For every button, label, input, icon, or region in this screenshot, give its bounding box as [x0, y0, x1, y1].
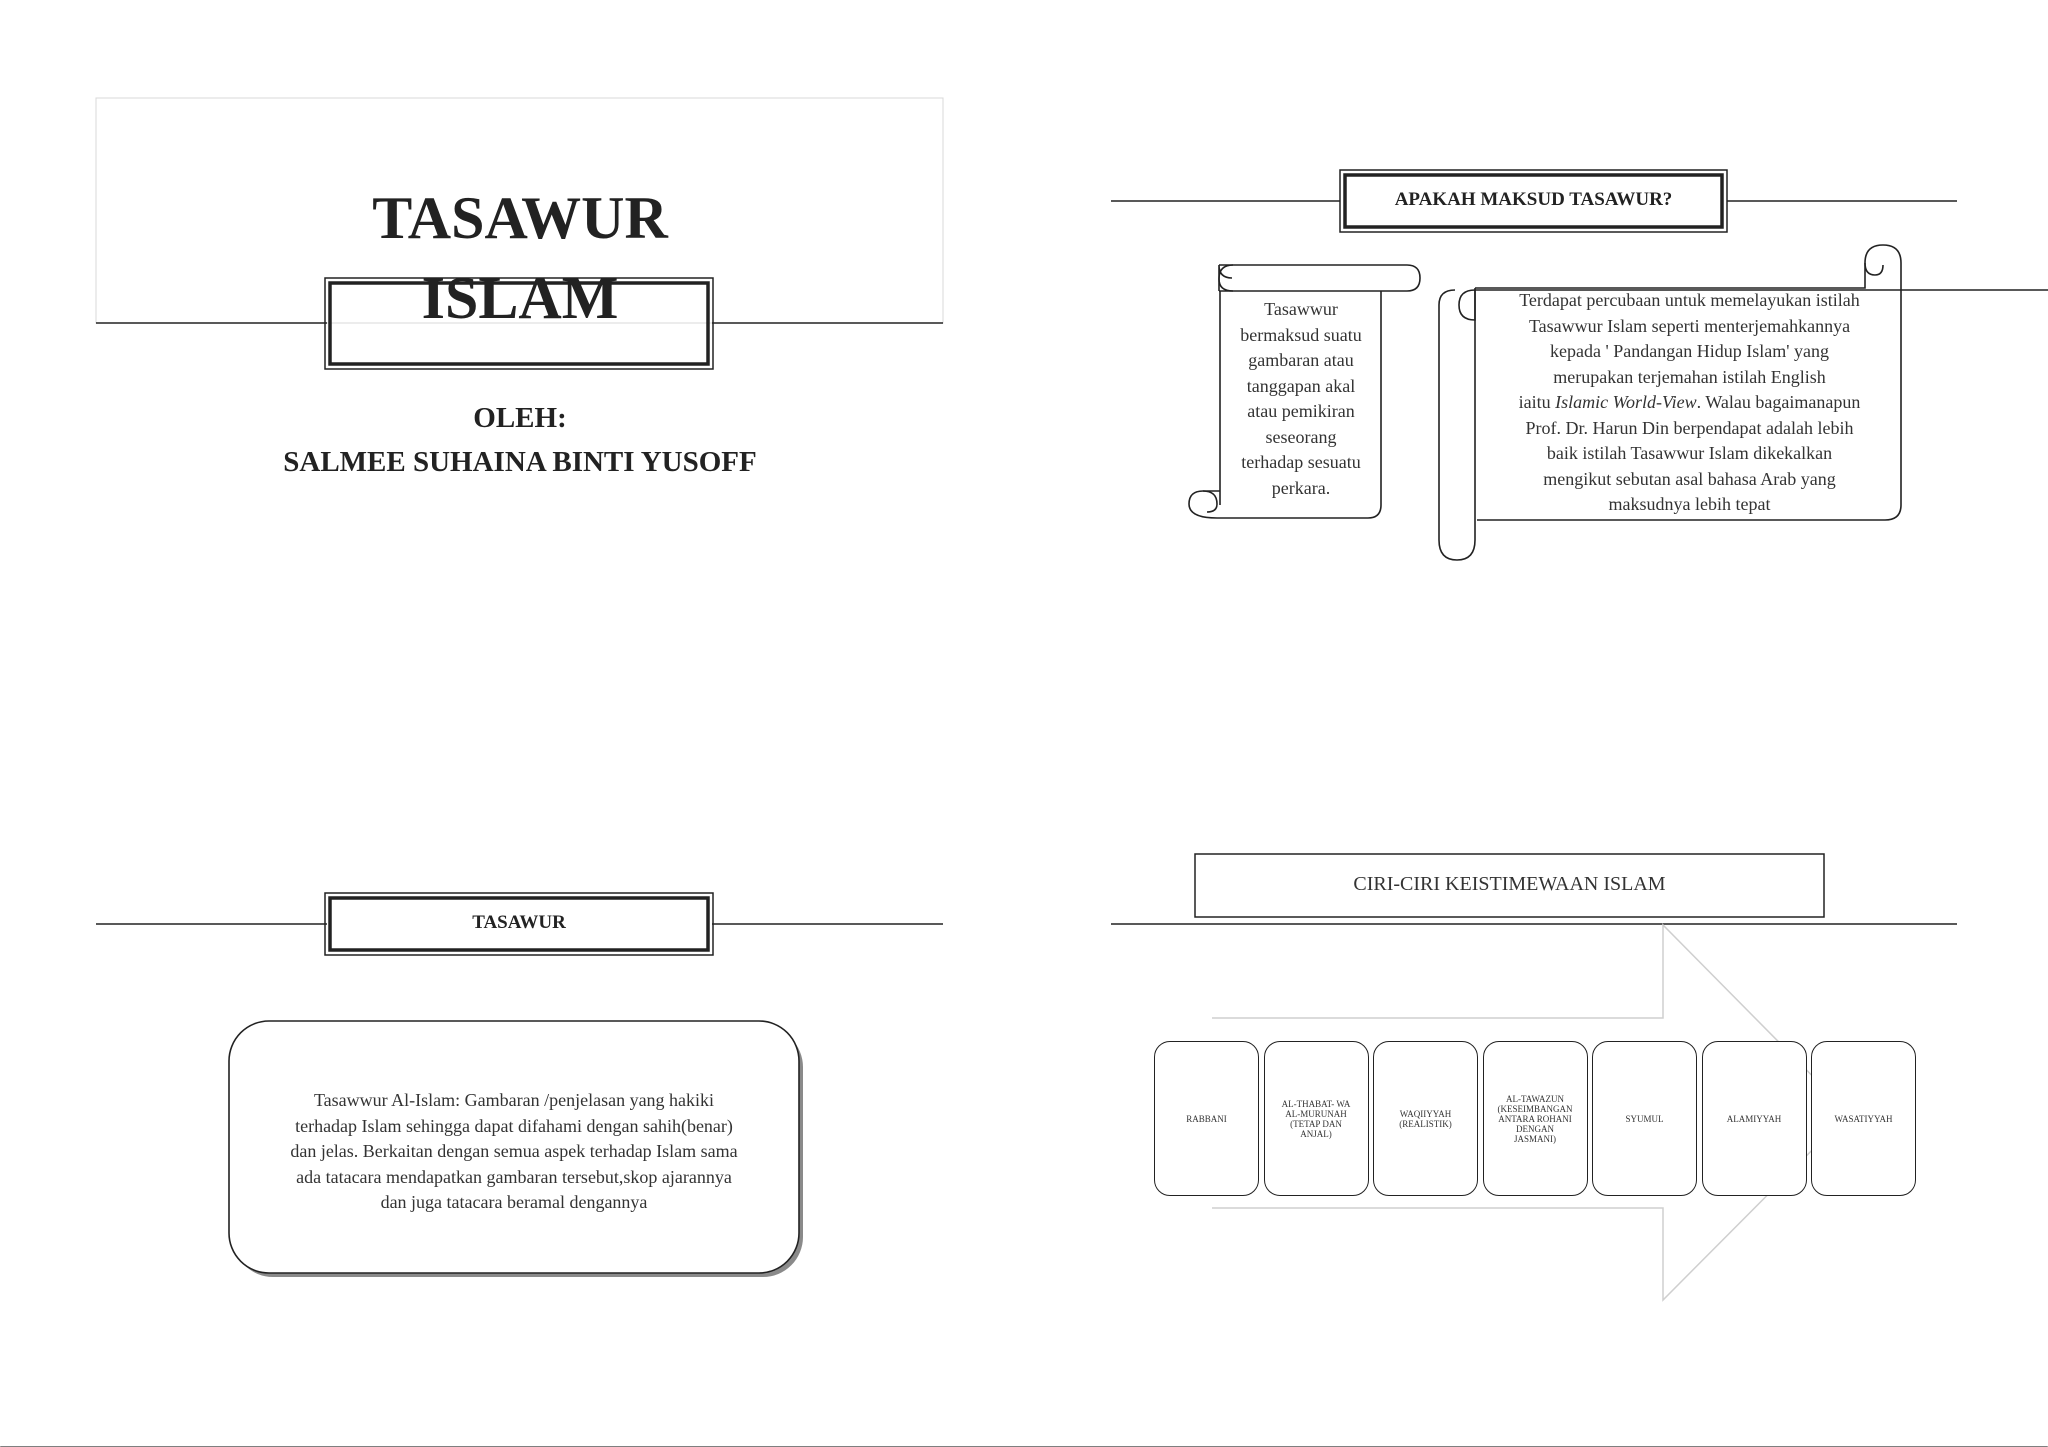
feature-label: WASATIYYAH	[1834, 1113, 1893, 1124]
feature-label: AL-TAWAZUN (KESEIMBANGAN ANTARA ROHANI DENGAN JASMANI)	[1497, 1093, 1573, 1144]
slide-definition	[1027, 0, 2048, 723]
right-scroll-text-italic: Islamic World-View	[1555, 392, 1697, 412]
slide2-heading: APAKAH MAKSUD TASAWUR?	[1394, 189, 1673, 210]
slide3-body: Tasawwur Al-Islam: Gambaran /penjelasan yang hakiki terhadap Islam sehingga dapat difahami dengan sahih(benar) dan jelas. Berkaitan dengan semua aspek terhadap Islam sama ada tatacara mendapatkan gambaran tersebut,skop ajarannya dan juga tatacara beramal dengannya	[290, 1090, 738, 1212]
feature-box-6	[1702, 1041, 1807, 1196]
feature-label: ALAMIYYAH	[1726, 1113, 1782, 1124]
feature-label: AL-THABAT- WA AL-MURUNAH (TETAP DAN ANJAL)	[1281, 1098, 1351, 1139]
title-line-2: ISLAM	[421, 265, 619, 331]
slide-features	[1027, 723, 2048, 1446]
title-line-1: TASAWUR	[372, 185, 668, 251]
right-scroll-text	[1477, 288, 1902, 518]
slide4-heading: CIRI-CIRI KEISTIMEWAAN ISLAM	[1353, 873, 1666, 895]
feature-label: WAQIIYYAH (REALISTIK)	[1399, 1108, 1452, 1129]
feature-label: RABBANI	[1186, 1113, 1227, 1124]
left-scroll-text: Tasawwur bermaksud suatu gambaran atau tanggapan akal atau pemikiran seseorang terhadap sesuatu perkara.	[1240, 299, 1362, 498]
feature-box-2	[1264, 1041, 1369, 1196]
feature-label: SYUMUL	[1625, 1113, 1664, 1124]
slide-title	[0, 0, 1027, 723]
feature-box-7	[1811, 1041, 1916, 1196]
feature-box-4	[1483, 1041, 1588, 1196]
slide3-heading: TASAWUR	[472, 912, 566, 933]
slide1-decoration	[0, 0, 1027, 723]
by-label: OLEH:	[473, 402, 567, 434]
slide-tasawur	[0, 723, 1027, 1446]
right-scroll-text-part-a: Terdapat percubaan untuk memelayukan istilah Tasawwur Islam seperti menterjemahkannya kepada ' Pandangan Hidup Islam' yang merupakan terjemahan istilah English iaitu	[1518, 290, 1860, 412]
right-scroll-text-part-b: . Walau bagaimanapun Prof. Dr. Harun Din berpendapat adalah lebih baik istilah Tasawwur Islam dikekalkan mengikut sebutan asal bahasa Arab yang maksudnya lebih tepat	[1525, 392, 1861, 514]
author-name: SALMEE SUHAINA BINTI YUSOFF	[283, 446, 757, 478]
slide3-decoration	[0, 723, 1027, 1447]
feature-box-3	[1373, 1041, 1478, 1196]
feature-box-5	[1592, 1041, 1697, 1196]
feature-box-1	[1154, 1041, 1259, 1196]
title-block	[300, 178, 740, 338]
